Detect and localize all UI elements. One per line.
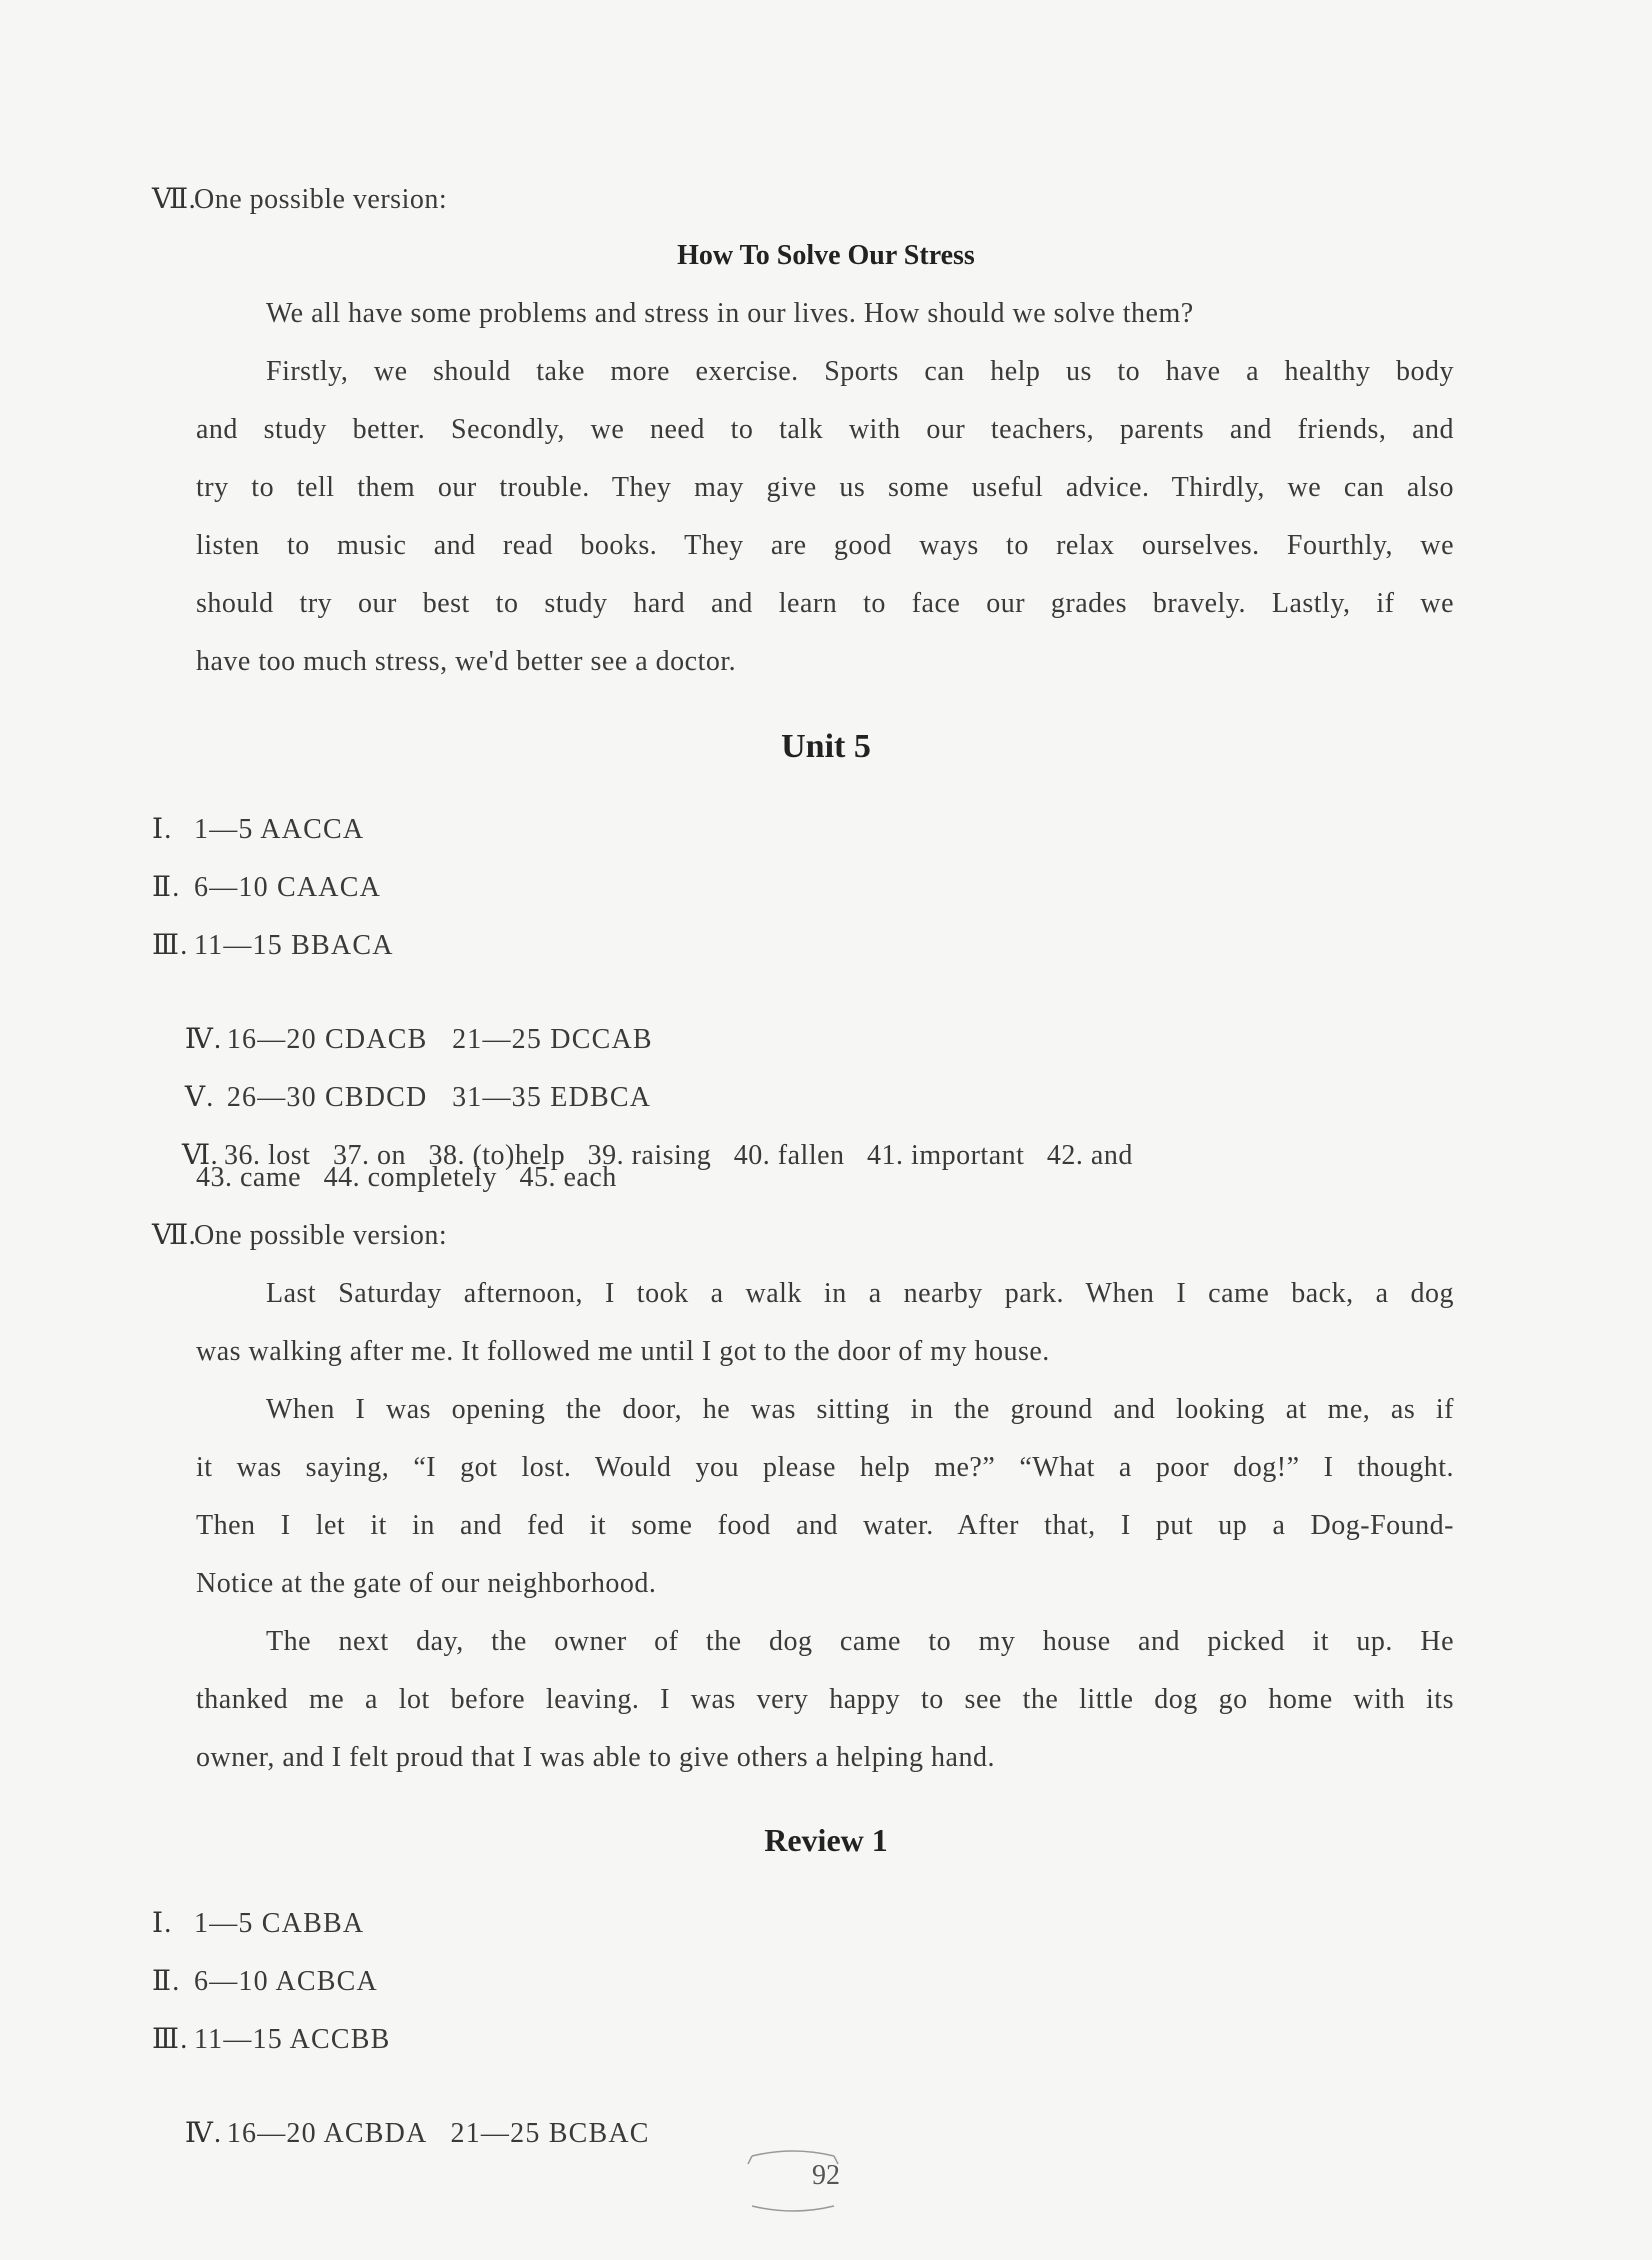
unit-5-title: Unit 5 xyxy=(781,728,871,765)
section-intro: One possible version: xyxy=(194,1220,448,1251)
page-number: 92 xyxy=(812,2160,840,2191)
answer-text: 1—5 CABBA xyxy=(194,1908,365,1939)
roman-label: Ⅶ. xyxy=(152,1220,197,1251)
answer-text: 6—10 CAACA xyxy=(194,872,382,903)
roman-label: Ⅰ. xyxy=(152,1908,173,1939)
writing-line-5: Then I let it in and fed it some food and water. After that, I put up a Dog-Found- xyxy=(196,1510,1454,1541)
answer-text: 36. lost 37. on 38. (to)help 39. raising 40. fallen 41. important 42. and xyxy=(224,1140,1133,1171)
essay-line-1: We all have some problems and stress in our lives. How should we solve them? xyxy=(266,298,1194,329)
roman-label: Ⅶ. xyxy=(152,184,197,215)
writing-line-7: The next day, the owner of the dog came to my house and picked it up. He xyxy=(266,1626,1454,1657)
essay-line-6: should try our best to study hard and learn to face our grades bravely. Lastly, if we xyxy=(196,588,1454,619)
answer-text: 11—15 BBACA xyxy=(194,930,394,961)
roman-label: Ⅳ. xyxy=(184,2118,223,2149)
roman-label: Ⅳ. xyxy=(184,1024,223,1055)
section-intro: One possible version: xyxy=(194,184,448,215)
roman-label: Ⅲ. xyxy=(152,930,189,961)
answer-row xyxy=(152,2022,391,2058)
writing-line-4: it was saying, “I got lost. Would you please help me?” “What a poor dog!” I thought. xyxy=(196,1452,1454,1483)
essay-line-2: Firstly, we should take more exercise. Sports can help us to have a healthy body xyxy=(266,356,1454,387)
essay-line-4: try to tell them our trouble. They may give us some useful advice. Thirdly, we can also xyxy=(196,472,1454,503)
answer-row xyxy=(152,1906,364,1942)
section-7-header xyxy=(152,182,447,218)
roman-label: Ⅵ. xyxy=(182,1140,219,1171)
answer-text: 16—20 ACBDA 21—25 BCBAC xyxy=(226,2118,650,2149)
essay-line-7: have too much stress, we'd better see a doctor. xyxy=(196,646,737,677)
answer-text: 1—5 AACCA xyxy=(194,814,365,845)
writing-line-3: When I was opening the door, he was sitting in the ground and looking at me, as if xyxy=(266,1394,1454,1425)
answer-text: 6—10 ACBCA xyxy=(194,1966,378,1997)
answer-continuation: 43. came 44. completely 45. each xyxy=(196,1162,617,1193)
answer-text: 26—30 CBDCD 31—35 EDBCA xyxy=(226,1082,652,1113)
answer-row xyxy=(152,812,364,848)
roman-label: Ⅱ. xyxy=(152,872,181,903)
answer-text: 16—20 CDACB 21—25 DCCAB xyxy=(226,1024,653,1055)
roman-label: Ⅱ. xyxy=(152,1966,181,1997)
essay-line-5: listen to music and read books. They are good ways to relax ourselves. Fourthly, we xyxy=(196,530,1454,561)
writing-line-8: thanked me a lot before leaving. I was very happy to see the little dog go home with its xyxy=(196,1684,1454,1715)
review-1-title: Review 1 xyxy=(764,1822,888,1858)
writing-line-9: owner, and I felt proud that I was able to give others a helping hand. xyxy=(196,1742,995,1773)
roman-label: Ⅲ. xyxy=(152,2024,189,2055)
roman-label: Ⅰ. xyxy=(152,814,173,845)
roman-label: Ⅴ. xyxy=(184,1082,215,1113)
writing-line-1: Last Saturday afternoon, I took a walk in a nearby park. When I came back, a dog xyxy=(266,1278,1454,1309)
writing-line-2: was walking after me. It followed me until I got to the door of my house. xyxy=(196,1336,1050,1367)
writing-line-6: Notice at the gate of our neighborhood. xyxy=(196,1568,657,1599)
answer-text: 11—15 ACCBB xyxy=(194,2024,391,2055)
answer-row xyxy=(152,928,394,964)
essay-line-3: and study better. Secondly, we need to talk with our teachers, parents and friends, and xyxy=(196,414,1454,445)
section-7-header xyxy=(152,1218,447,1254)
essay-title: How To Solve Our Stress xyxy=(677,240,975,271)
answer-row xyxy=(152,870,381,906)
answer-row xyxy=(152,1964,378,2000)
